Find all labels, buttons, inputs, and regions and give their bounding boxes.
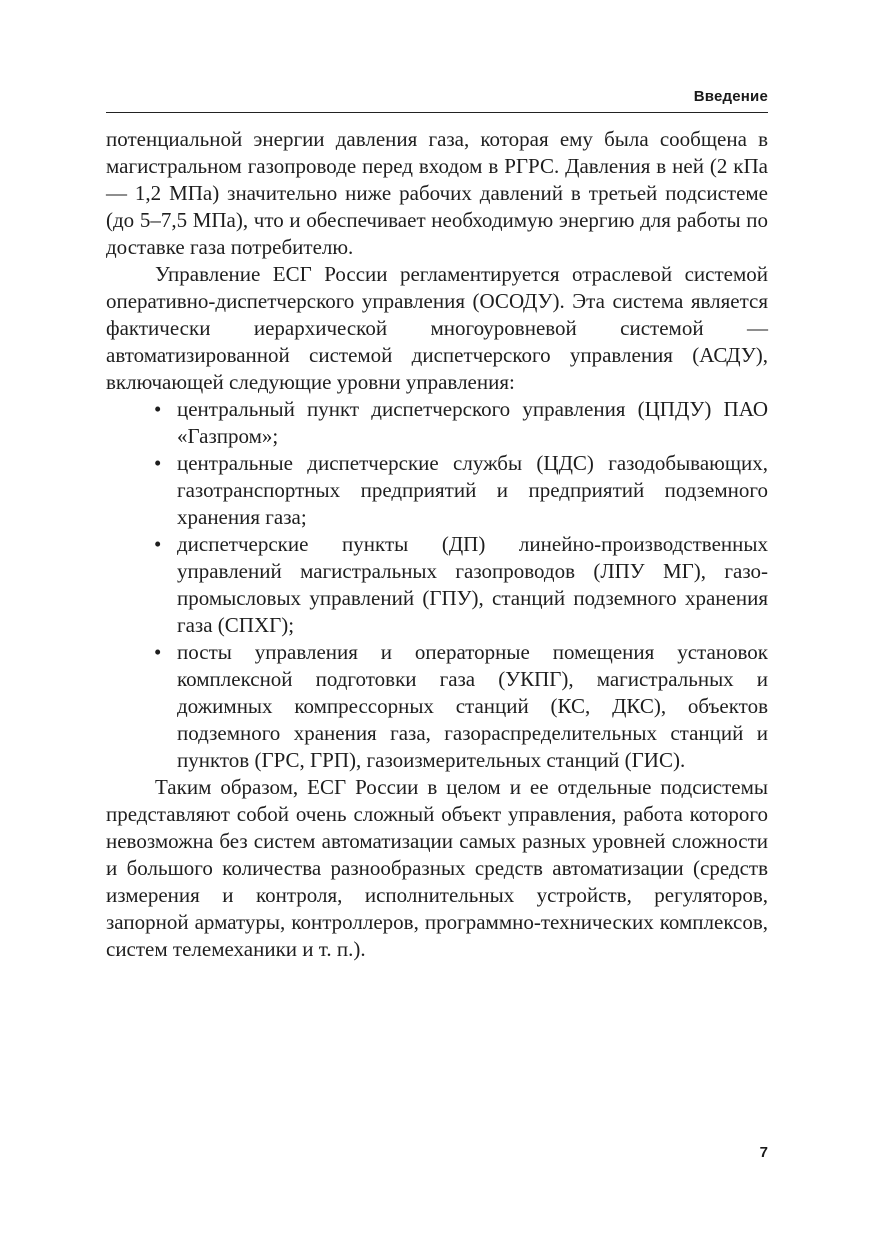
page-number: 7 <box>759 1144 768 1161</box>
list-item-text: диспетчерские пункты (ДП) линейно-производственных управлений магистральных газопроводов (ЛПУ МГ), газопромысловых управлений (ГПУ), станций подземного хранения газа (СПХГ); <box>177 532 768 637</box>
control-levels-list <box>106 396 768 774</box>
header-divider <box>106 112 768 113</box>
list-item-text: центральный пункт диспетчерского управления (ЦПДУ) ПАО «Газпром»; <box>177 397 768 448</box>
list-item-text: посты управления и операторные помещения установок комплексной подготовки газа (УКПГ), магистральных и дожимных компрессорных станций (КС, ДКС), объектов подземного хранения газа, газораспределительных станций и пунктов (ГРС, ГРП), газоизмерительных станций (ГИС). <box>177 640 768 772</box>
list-item <box>154 531 768 639</box>
bullet-icon: • <box>154 397 162 421</box>
bullet-icon: • <box>154 640 162 664</box>
paragraph-conclusion: Таким образом, ЕСГ России в целом и ее отдельные подсистемы представляют собой очень сложный объект управления, работа которого невозможна без систем автоматизации самых разных уровней сложности и большого количества разнообразных средств автоматизации (средств измерения и контроля, исполнительных устройств, регуляторов, запорной арматуры, контроллеров, программно-технических комплексов, систем телемеханики и т. п.). <box>106 775 768 961</box>
list-item <box>154 396 768 450</box>
bullet-icon: • <box>154 451 162 475</box>
running-head-section-title: Введение <box>693 88 768 105</box>
list-item <box>154 639 768 774</box>
main-text <box>106 126 768 963</box>
paragraph-management: Управление ЕСГ России регламентируется отраслевой системой оперативно-диспетчерского управления (ОСОДУ). Эта система является фактически иерархической многоуровневой системой — автоматизированной системой диспетчерского управления (АСДУ), включающей следующие уровни управления: <box>106 262 768 394</box>
list-item <box>154 450 768 531</box>
paragraph-continuation: потенциальной энергии давления газа, которая ему была сообщена в магистральном газопроводе перед входом в РГРС. Давления в ней (2 кПа — 1,2 МПа) значительно ниже рабочих давлений в третьей подсистеме (до 5–7,5 МПа), что и обеспечивает необходимую энергию для работы по доставке газа потребителю. <box>106 127 768 259</box>
bullet-icon: • <box>154 532 162 556</box>
list-item-text: центральные диспетчерские службы (ЦДС) газодобывающих, газотранспортных предприятий и предприятий подземного хранения газа; <box>177 451 768 529</box>
